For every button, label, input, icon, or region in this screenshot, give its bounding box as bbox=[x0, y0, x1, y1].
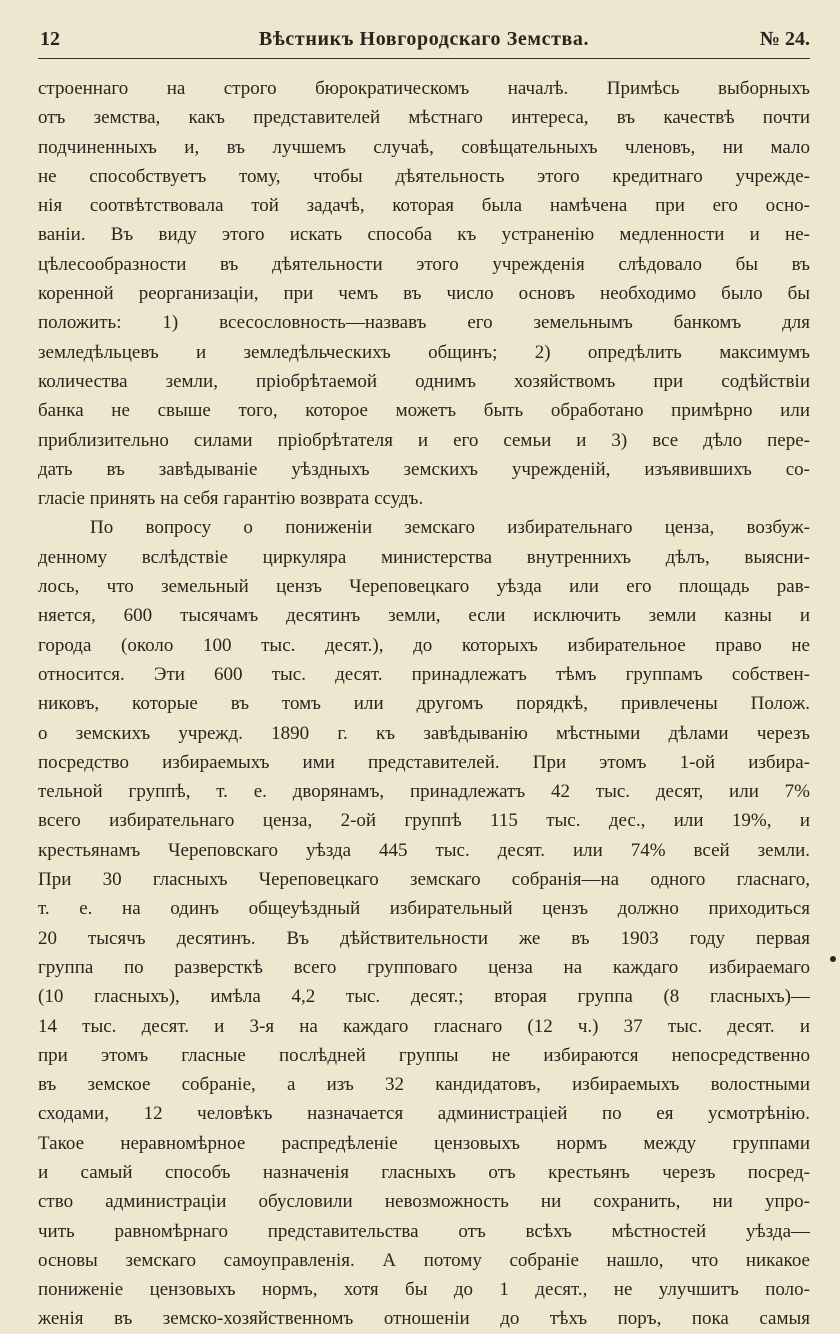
text-line: женія въ земско-хозяйственномъ отношеніи до тѣхъ поръ, пока самыя bbox=[38, 1308, 810, 1330]
page-header bbox=[38, 24, 810, 60]
text-line: банка не свыше того, которое можетъ быть обработано примѣрно или bbox=[38, 400, 810, 422]
text-line: подчиненныхъ и, въ лучшемъ случаѣ, совѣщательныхъ членовъ, ни мало bbox=[38, 136, 810, 158]
text-line: тельной группѣ, т. е. дворянамъ, принадлежатъ 42 тыс. десят, или 7% bbox=[38, 781, 810, 803]
margin-mark bbox=[830, 956, 836, 962]
text-line: положить: 1) всесословность—назвавъ его земельнымъ банкомъ для bbox=[38, 312, 810, 334]
text-line: коренной реорганизаціи, при чемъ въ число основъ необходимо было бы bbox=[38, 283, 810, 305]
text-line: нія соотвѣтствовала той задачѣ, которая была намѣчена при его осно- bbox=[38, 195, 810, 217]
text-line: количества земли, пріобрѣтаемой однимъ хозяйствомъ при содѣйствіи bbox=[38, 370, 810, 392]
text-line: лось, что земельный цензъ Череповецкаго уѣзда или его площадь рав- bbox=[38, 576, 810, 598]
journal-title: Вѣстникъ Новгородскаго Земства. bbox=[258, 28, 590, 50]
paragraph-start-line: По вопросу о пониженіи земскаго избирательнаго ценза, возбуж- bbox=[90, 517, 810, 539]
text-line: пониженіе цензовыхъ нормъ, хотя бы до 1 десят., не улучшитъ поло- bbox=[38, 1279, 810, 1301]
text-line: всего избирательнаго ценза, 2-ой группѣ 115 тыс. дес., или 19%, и bbox=[38, 810, 810, 832]
text-line: 14 тыс. десят. и 3-я на каждаго гласнаго (12 ч.) 37 тыс. десят. и bbox=[38, 1015, 810, 1037]
text-line: денному вслѣдствіе циркуляра министерства внутреннихъ дѣлъ, выясни- bbox=[38, 546, 810, 568]
text-line: и самый способъ назначенія гласныхъ отъ крестьянъ черезъ посред- bbox=[38, 1161, 810, 1183]
text-line: въ земское собраніе, а изъ 32 кандидатовъ, избираемыхъ волостными bbox=[38, 1074, 810, 1096]
header-rule bbox=[38, 58, 810, 59]
text-line: сходами, 12 человѣкъ назначается администраціей по ея усмотрѣнію. bbox=[38, 1103, 810, 1125]
text-line: о земскихъ учрежд. 1890 г. къ завѣдыванію мѣстными дѣлами черезъ bbox=[38, 722, 810, 744]
text-line: крестьянамъ Череповскаго уѣзда 445 тыс. десят. или 74% всей земли. bbox=[38, 839, 810, 861]
text-line: ваніи. Въ виду этого искать способа къ устраненію медленности и не- bbox=[38, 224, 810, 246]
text-line: не способствуетъ тому, чтобы дѣятельность этого кредитнаго учрежде- bbox=[38, 165, 810, 187]
text-line: земледѣльцевъ и земледѣльческихъ общинъ; 2) опредѣлить максимумъ bbox=[38, 341, 810, 363]
article-body bbox=[38, 74, 810, 1334]
text-line: отъ земства, какъ представителей мѣстнаго интереса, въ качествѣ почти bbox=[38, 107, 810, 129]
text-line: города (около 100 тыс. десят.), до которыхъ избирательное право не bbox=[38, 634, 810, 656]
text-line: При 30 гласныхъ Череповецкаго земскаго собранія—на одного гласнаго, bbox=[38, 869, 810, 891]
page-number: 12 bbox=[40, 28, 60, 50]
text-line: ство администраціи обусловили невозможность ни сохранить, ни упро- bbox=[38, 1191, 810, 1213]
text-line: приблизительно силами пріобрѣтателя и его семьи и 3) все дѣло пере- bbox=[38, 429, 810, 451]
text-line: посредство избираемыхъ ими представителей. При этомъ 1-ой избира- bbox=[38, 751, 810, 773]
text-line: цѣлесообразности въ дѣятельности этого учрежденія слѣдовало бы въ bbox=[38, 253, 810, 275]
text-line: няется, 600 тысячамъ десятинъ земли, если исключить земли казны и bbox=[38, 605, 810, 627]
text-line: гласіе принять на себя гарантію возврата ссудъ. bbox=[38, 488, 424, 510]
text-line: т. е. на одинъ общеуѣздный избирательный цензъ должно приходиться bbox=[38, 898, 810, 920]
text-line: никовъ, которые въ томъ или другомъ порядкѣ, привлечены Полож. bbox=[38, 693, 810, 715]
text-line: группа по разверсткѣ всего групповаго ценза на каждаго избираемаго bbox=[38, 956, 810, 978]
text-line: при этомъ гласные послѣдней группы не избираются непосредственно bbox=[38, 1044, 810, 1066]
text-line: основы земскаго самоуправленія. А потому собраніе нашло, что никакое bbox=[38, 1249, 810, 1271]
text-line: Такое неравномѣрное распредѣленіе цензовыхъ нормъ между группами bbox=[38, 1132, 810, 1154]
text-line: 20 тысячъ десятинъ. Въ дѣйствительности же въ 1903 году первая bbox=[38, 927, 810, 949]
text-line: относится. Эти 600 тыс. десят. принадлежатъ тѣмъ группамъ собствен- bbox=[38, 663, 810, 685]
text-line: строеннаго на строго бюрократическомъ началѣ. Примѣсь выборныхъ bbox=[38, 78, 810, 99]
text-line: (10 гласныхъ), имѣла 4,2 тыс. десят.; вторая группа (8 гласныхъ)— bbox=[38, 986, 810, 1008]
issue-number: № 24. bbox=[759, 28, 810, 50]
text-line: чить равномѣрнаго представительства отъ всѣхъ мѣстностей уѣзда— bbox=[38, 1220, 810, 1242]
text-line: дать въ завѣдываніе уѣздныхъ земскихъ учрежденій, изъявившихъ со- bbox=[38, 458, 810, 480]
